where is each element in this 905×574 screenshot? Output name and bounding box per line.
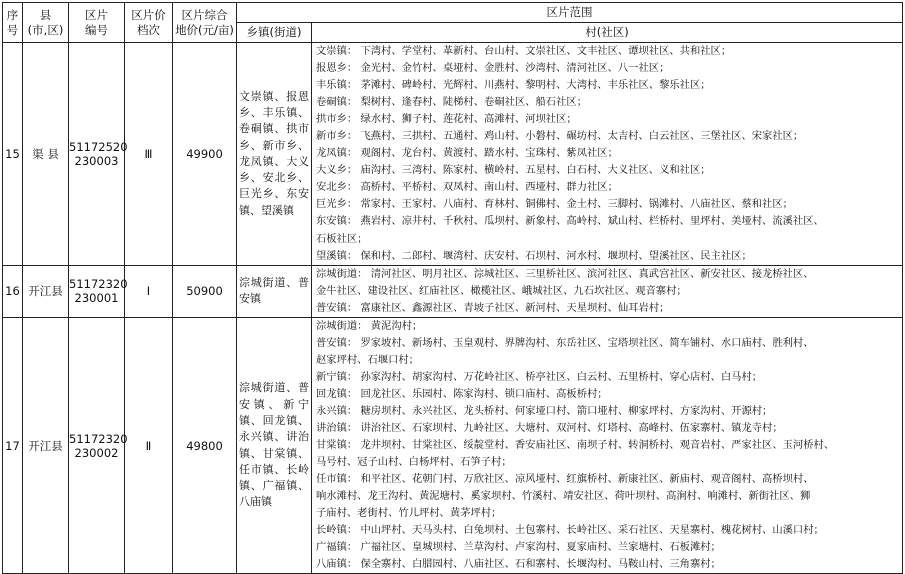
header-county: 县 (市,区) [23,3,69,43]
village-line: 卷硐镇： 梨树村、逢春村、陡梯村、卷硐社区、船石社区； [316,96,587,109]
header-row [3,3,903,23]
village-line: 子庙村、老街村、竹儿坪村、黄茅坪村； [316,507,502,520]
price-cell: 49900 [173,43,237,266]
code-line: 230003 [74,153,119,168]
village-line: 永兴镇： 糖房坝村、永兴社区、龙头桥村、何家垭口村、箭口垭村、柳家坪村、方家沟村、开源村； [316,404,773,417]
towns-cell: 淙城街道、普安镇 [237,265,312,317]
village-line: 东安镇： 燕岩村、凉井村、千秋村、瓜坝村、新象村、高岭村、斌山村、栏桥村、里坪村、美垭村、流溪社区、 [316,215,824,228]
header-village: 村(社区) [312,23,903,43]
seq-cell: 17 [3,317,23,574]
villages-cell [312,43,903,266]
village-line: 丰乐镇： 茅滩村、碑岭村、光辉村、川燕村、黎明村、大湾村、丰乐社区、黎乐社区； [316,79,711,92]
village-line: 巨光乡： 常家村、王家村、八庙村、育林村、铜佛村、金土村、三脚村、锅滩村、八庙社区、蔡和社区； [316,198,793,211]
grade-cell: Ⅱ [125,317,173,574]
table-row [3,317,903,574]
village-line: 大义乡： 庙沟村、三湾村、陈家村、横岭村、五星村、白石村、大义社区、义和社区； [316,164,711,177]
county-cell: 渠 县 [23,43,69,266]
code-line: 51172320 [69,431,128,446]
villages-cell [312,317,903,574]
code-cell [69,265,128,317]
price-cell: 50900 [173,265,237,317]
village-line: 安北乡： 高桥村、平桥村、双凤村、南山村、西垭村、群力社区； [316,181,618,194]
village-line: 普安镇： 罗家坡村、新场村、玉皇观村、界牌沟村、东岳社区、宝塔坝社区、简车铺村、水口庙村、胜利村、 [316,336,814,349]
village-line: 石板社区； [316,232,368,245]
seq-cell: 15 [3,43,23,266]
village-line: 任市镇： 和平社区、花朝门村、万欣社区、凉风垭村、红旗桥村、新康社区、新庙村、观音阁村、高桥坝村、 [316,473,814,486]
village-line: 新宁镇： 孙家沟村、胡家沟村、万花岭社区、桥亭社区、白云村、五里桥村、穿心店村、白马村； [316,370,763,383]
header-range: 区片范围 [237,3,903,23]
village-line: 淙城街道： 黄泥沟村； [316,319,423,332]
village-line: 龙凤镇： 观阁村、龙台村、黄渡村、踏水村、宝珠村、紫凤社区； [316,147,618,160]
land-price-table [2,2,903,574]
village-line: 新市乡： 飞燕村、三拱村、五通村、鸡山村、小磐村、碾坊村、太吉村、白云社区、三堡社区、宋家社区； [316,130,804,143]
table-row [3,43,903,266]
village-line: 淙城街道： 清河社区、明月社区、淙城社区、三里桥社区、滨河社区、真武宫社区、新安社区、接龙桥社区、 [316,267,814,280]
village-line: 报恩乡： 金光村、金竹村、桌垭村、金胜村、沙湾村、清河社区、八一社区； [316,62,670,75]
village-line: 长岭镇： 中山坪村、天马头村、白兔坝村、土包寨村、长岭社区、采石社区、天星寨村、槐花树村、山溪口村； [316,524,824,537]
header-grade: 区片价 档次 [125,3,173,43]
village-line: 响水滩村、龙王沟村、黄泥塘村、奚家坝村、竹溪村、靖安社区、荷叶坝村、高涧村、响滩村、新街社区、狮 [316,490,811,503]
header-price: 区片综合 地价(元/亩) [173,3,237,43]
grade-cell: Ⅰ [125,265,173,317]
village-line: 拱市乡： 绿水村、狮子村、莲花村、高滩村、河坝社区； [316,113,577,126]
header-town: 乡镇(街道) [237,23,312,43]
county-cell: 开江县 [23,317,69,574]
village-line: 八庙镇： 保全寨村、白腊园村、八庙社区、石和寨村、长堰沟村、马鞍山村、三角寨村； [316,558,721,571]
village-line: 文崇镇： 下湾村、学堂村、革新村、台山村、文崇社区、文丰社区、谭坝社区、共和社区； [316,45,732,57]
village-line: 马号村、冠子山村、白杨坪村、石笋子村； [316,456,512,469]
towns-cell: 文崇镇、报恩乡、丰乐镇、卷硐镇、拱市乡、新市乡、龙凤镇、大义乡、安北乡、巨光乡、东安镇、望溪镇 [237,43,312,266]
code-line: 230001 [74,291,119,306]
header-seq: 序 号 [3,3,23,43]
village-line: 赵家坪村、石堰口村； [316,353,419,366]
village-line: 普安镇： 富康社区、鑫源社区、青坡子社区、新河村、天星坝村、仙耳岩村； [316,301,670,314]
grade-cell: Ⅲ [125,43,173,266]
header-code: 区片 编号 [69,3,125,43]
code-line: 51172320 [69,277,128,292]
table-row [3,265,903,317]
village-line: 望溪镇： 保和村、二郎村、堰湾村、庆安村、石坝村、河水村、堰坝村、望溪社区、民主社区； [316,249,752,262]
towns-cell: 淙城街道、普安镇、新宁镇、回龙镇、永兴镇、讲治镇、甘棠镇、任市镇、长岭镇、广福镇、八庙镇 [237,317,312,574]
table-body [3,43,903,574]
village-line: 金牛社区、建设社区、红庙社区、橄榄社区、峨城社区、九石坎社区、观音寨村； [316,284,687,297]
county-cell: 开江县 [23,265,69,317]
code-line: 51172520 [69,139,128,154]
villages-cell [312,265,903,317]
village-line: 甘棠镇： 龙井坝村、甘棠社区、绥靛堂村、香安庙社区、南坝子村、转洞桥村、观音岩村、严家社区、玉河桥村、 [316,439,835,452]
village-line: 讲治镇： 讲治社区、石家坝村、九岭社区、大塘村、双河村、灯塔村、高峰村、伍家寨村、镇龙寺村； [316,422,783,435]
code-line: 230002 [74,445,119,460]
code-cell [69,317,128,574]
village-line: 回龙镇： 回龙社区、乐园村、陈家沟村、锁口庙村、高板桥村； [316,387,608,400]
village-line: 广福镇： 广福社区、皇城坝村、兰草沟村、卢家沟村、夏家庙村、兰家塘村、石板滩村； [316,541,721,554]
price-cell: 49800 [173,317,237,574]
code-cell [69,43,128,266]
seq-cell: 16 [3,265,23,317]
